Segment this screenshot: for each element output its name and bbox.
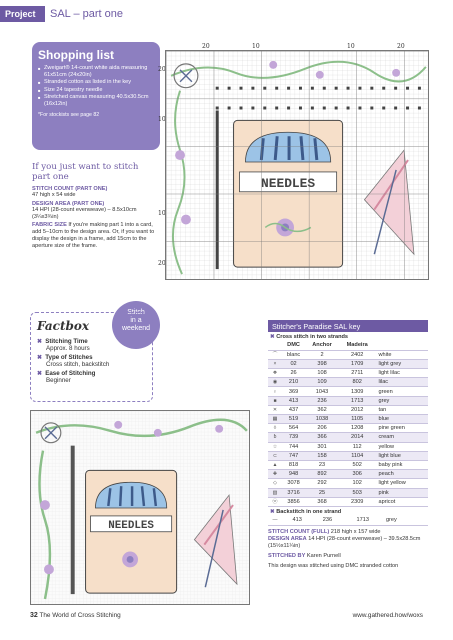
cross-icon: ✖ xyxy=(37,353,43,361)
backstitch-heading-text: Backstitch in one strand xyxy=(276,508,342,515)
anchor-cell: 398 xyxy=(305,359,339,368)
symbol-cell: ⊂ xyxy=(268,451,282,460)
anchor-cell: 2 xyxy=(305,350,339,359)
anchor-cell: 23 xyxy=(305,460,339,469)
stitch-key xyxy=(268,320,428,570)
cross-icon: ✖ xyxy=(270,508,275,515)
table-row xyxy=(268,460,428,469)
dmc-cell: 948 xyxy=(282,470,305,479)
madeira-cell: 2402 xyxy=(339,350,376,359)
table-row xyxy=(268,350,428,359)
dmc-cell: 413 xyxy=(282,516,312,525)
table-row xyxy=(268,479,428,488)
key-header-row xyxy=(268,341,428,350)
fact-item xyxy=(37,354,146,369)
anchor-cell: 1038 xyxy=(305,415,339,424)
fabric-size-tip xyxy=(32,222,157,249)
anchor-cell: 366 xyxy=(305,433,339,442)
anchor-cell: 362 xyxy=(305,405,339,414)
name-column-header xyxy=(375,341,428,350)
madeira-cell: 1104 xyxy=(339,451,376,460)
colour-name-cell: light lilac xyxy=(375,369,428,378)
table-row xyxy=(268,387,428,396)
anchor-cell: 108 xyxy=(305,369,339,378)
cross-heading-text: Cross stitch in two strands xyxy=(276,334,349,340)
anchor-cell: 301 xyxy=(305,442,339,451)
anchor-cell: 236 xyxy=(305,396,339,405)
table-row xyxy=(268,433,428,442)
full-stitch-count xyxy=(268,529,428,536)
badge-line-2: in a xyxy=(130,317,142,324)
full-count-value: 218 high x 157 wide xyxy=(330,528,381,535)
dmc-cell: 3078 xyxy=(282,479,305,488)
colour-name-cell: blue xyxy=(375,415,428,424)
symbol-cell: ◊ xyxy=(268,424,282,433)
madeira-cell: 502 xyxy=(339,460,376,469)
full-area-label: DESIGN AREA xyxy=(268,535,307,542)
anchor-cell: 158 xyxy=(305,451,339,460)
key-table xyxy=(268,341,428,507)
dmc-cell: 818 xyxy=(282,460,305,469)
madeira-cell: 2309 xyxy=(339,497,376,506)
symbol-cell: ▲ xyxy=(268,460,282,469)
table-row xyxy=(268,369,428,378)
madeira-cell: 112 xyxy=(339,442,376,451)
column-header: Anchor xyxy=(305,341,339,350)
anchor-cell: 109 xyxy=(305,378,339,387)
madeira-cell: 1208 xyxy=(339,424,376,433)
symbol-cell: ɓ xyxy=(268,433,282,442)
anchor-cell: 292 xyxy=(305,479,339,488)
dmc-cell: 3716 xyxy=(282,488,305,497)
table-row xyxy=(268,405,428,414)
fact-value: Cross stitch, backstitch xyxy=(46,361,110,369)
colour-name-cell: lilac xyxy=(375,378,428,387)
shopping-item: ■ Zweigart® 14-count white aida measuring 61x51cm (24x20in) xyxy=(38,65,154,79)
shopping-list xyxy=(38,65,154,108)
backstitch-heading xyxy=(268,507,428,516)
symbol-cell: ■ xyxy=(268,396,282,405)
madeira-cell: 306 xyxy=(339,470,376,479)
symbol-cell: ♀ xyxy=(268,387,282,396)
stitched-preview-image xyxy=(30,410,250,605)
scale-top-20-right: 20 xyxy=(397,43,405,50)
symbol-cell: × xyxy=(268,359,282,368)
stitched-by xyxy=(268,553,428,560)
colour-name-cell: pine green xyxy=(375,424,428,433)
part-one-heading: If you just want to stitch part one xyxy=(32,162,139,182)
page-header xyxy=(0,0,453,24)
column-header: Madeira xyxy=(339,341,376,350)
colour-name-cell: cream xyxy=(375,433,428,442)
fact-item xyxy=(37,370,146,385)
table-row xyxy=(268,415,428,424)
backstitch-table xyxy=(268,516,428,526)
key-title: Stitcher's Paradise SAL key xyxy=(268,320,428,332)
symbol-cell: ▦ xyxy=(268,415,282,424)
colour-name-cell: grey xyxy=(375,396,428,405)
symbol-column-header xyxy=(268,341,282,350)
scale-left-10-bottom: 10 xyxy=(158,210,166,217)
badge-line-3: weekend xyxy=(121,325,151,332)
colour-name-cell: tan xyxy=(375,405,428,414)
symbol-cell: ❖ xyxy=(268,369,282,378)
full-area-value: 14 HPI (28-count evenweave) – 39.5x28.5cm (15½x11¼in) xyxy=(268,535,421,549)
symbol-cell: ◇ xyxy=(268,479,282,488)
madeira-cell: 1709 xyxy=(339,359,376,368)
dmc-cell: 564 xyxy=(282,424,305,433)
symbol-cell: ☆ xyxy=(268,442,282,451)
dmc-cell: 26 xyxy=(282,369,305,378)
symbol-cell: ✕ xyxy=(268,405,282,414)
anchor-cell: 1043 xyxy=(305,387,339,396)
scale-left-10-top: 10 xyxy=(158,116,166,123)
colour-name-cell: grey xyxy=(383,516,428,525)
table-row xyxy=(268,378,428,387)
footer-left xyxy=(30,612,121,619)
madeira-cell: 1713 xyxy=(343,516,383,525)
table-row xyxy=(268,359,428,368)
backstitch-line-icon: — xyxy=(268,516,282,525)
shopping-item: ■ Size 24 tapestry needle xyxy=(38,87,154,94)
footer-url: www.gathered.how/woxs xyxy=(352,612,423,619)
table-row xyxy=(268,516,428,525)
colour-name-cell: apricot xyxy=(375,497,428,506)
madeira-cell: 2014 xyxy=(339,433,376,442)
design-area-value: 14 HPI (28-count evenweave) – 8.5x10cm (3¼x3¾in) xyxy=(32,206,137,220)
shopping-list-title: Shopping list xyxy=(38,48,114,62)
dmc-cell: 3856 xyxy=(282,497,305,506)
shopping-item: ■ Stretched canvas measuring 40.5x30.5cm (16x12in) xyxy=(38,94,154,108)
stitched-by-value: Karen Purnell xyxy=(306,552,341,559)
fabric-size-text: If you're making part 1 into a card, add 5–10cm to the design area. Or, if you want to display the design in a frame, add 15cm to the aperture size of the frame. xyxy=(32,222,155,249)
fact-item xyxy=(37,338,146,353)
anchor-cell: 892 xyxy=(305,470,339,479)
cross-icon: ✖ xyxy=(37,338,43,345)
table-row xyxy=(268,442,428,451)
symbol-cell: ▧ xyxy=(268,488,282,497)
symbol-cell: ◉ xyxy=(268,378,282,387)
symbol-cell: ✚ xyxy=(268,470,282,479)
fact-value: Approx. 8 hours xyxy=(46,345,90,353)
anchor-cell: 25 xyxy=(305,488,339,497)
madeira-cell: 802 xyxy=(339,378,376,387)
page-number: 32 xyxy=(30,612,38,619)
table-row xyxy=(268,488,428,497)
stitch-count-label: STITCH COUNT (PART ONE) xyxy=(32,186,108,192)
stitch-count-value: 47 high x 54 wide xyxy=(32,192,76,198)
colour-name-cell: yellow xyxy=(375,442,428,451)
dmc-cell: 413 xyxy=(282,396,305,405)
page-footer xyxy=(0,608,453,628)
page-title: SAL – part one xyxy=(50,8,123,20)
fact-label: Ease of Stitching xyxy=(45,369,96,377)
anchor-cell: 368 xyxy=(305,497,339,506)
madeira-cell: 2012 xyxy=(339,405,376,414)
scale-top-10-right: 10 xyxy=(347,43,355,50)
cross-icon: ✖ xyxy=(37,369,43,377)
madeira-cell: 503 xyxy=(339,488,376,497)
scale-left-20-top: 20 xyxy=(158,66,166,73)
dmc-cell: 744 xyxy=(282,442,305,451)
cross-icon: ✖ xyxy=(270,334,275,340)
shopping-list-box xyxy=(32,42,160,150)
dmc-cell: 437 xyxy=(282,405,305,414)
dmc-cell: blanc xyxy=(282,350,305,359)
madeira-cell: 1105 xyxy=(339,415,376,424)
svg-text:NEEDLES: NEEDLES xyxy=(108,519,154,532)
colour-name-cell: light yellow xyxy=(375,479,428,488)
full-design-area xyxy=(268,536,428,550)
fact-label: Stitching Time xyxy=(45,338,88,345)
madeira-cell: 2711 xyxy=(339,369,376,378)
column-header: DMC xyxy=(282,341,305,350)
factbox-title: Factbox xyxy=(37,319,90,333)
dmc-cell: 210 xyxy=(282,378,305,387)
anchor-cell: 206 xyxy=(305,424,339,433)
dmc-cell: 519 xyxy=(282,415,305,424)
cross-stitch-heading xyxy=(268,332,428,341)
madeira-cell: 102 xyxy=(339,479,376,488)
scale-top-20-left: 20 xyxy=(202,43,210,50)
table-row xyxy=(268,497,428,506)
colour-name-cell: pink xyxy=(375,488,428,497)
madeira-cell: 1309 xyxy=(339,387,376,396)
fabric-size-label: FABRIC SIZE xyxy=(32,222,67,229)
dmc-cell: 747 xyxy=(282,451,305,460)
colour-name-cell: light blue xyxy=(375,451,428,460)
design-area-label: DESIGN AREA (PART ONE) xyxy=(32,200,105,207)
colour-name-cell: green xyxy=(375,387,428,396)
scale-top-10-left: 10 xyxy=(252,43,260,50)
dmc-cell: 739 xyxy=(282,433,305,442)
table-row xyxy=(268,470,428,479)
part-one-info xyxy=(32,162,157,252)
fact-label: Type of Stitches xyxy=(45,353,93,361)
anchor-cell: 236 xyxy=(312,516,342,525)
magazine-name: The World of Cross Stitching xyxy=(39,612,121,619)
stockists-note: *For stockists see page 82 xyxy=(38,112,100,119)
dmc-note: This design was stitched using DMC stranded cotton xyxy=(268,562,399,569)
cross-stitch-chart xyxy=(165,50,429,280)
full-count-label: STITCH COUNT (FULL) xyxy=(268,528,330,535)
badge-line-1: Stitch xyxy=(127,309,145,316)
dmc-cell: 02 xyxy=(282,359,305,368)
dmc-cell: 369 xyxy=(282,387,305,396)
table-row xyxy=(268,424,428,433)
shopping-item: ■ Stranded cotton as listed in the key xyxy=(38,79,154,86)
stitched-by-label: STITCHED BY xyxy=(268,552,306,559)
section-tag: Project xyxy=(0,6,45,22)
scale-left-20-bottom: 20 xyxy=(158,260,166,267)
symbol-cell: ⓦ xyxy=(268,497,282,506)
table-row xyxy=(268,451,428,460)
colour-name-cell: peach xyxy=(375,470,428,479)
factbox xyxy=(30,312,153,402)
table-row xyxy=(268,396,428,405)
colour-name-cell: white xyxy=(375,350,428,359)
fact-value: Beginner xyxy=(46,377,71,385)
symbol-cell: ⌒ xyxy=(268,350,282,359)
colour-name-cell: baby pink xyxy=(375,460,428,469)
madeira-cell: 1713 xyxy=(339,396,376,405)
colour-name-cell: light grey xyxy=(375,359,428,368)
